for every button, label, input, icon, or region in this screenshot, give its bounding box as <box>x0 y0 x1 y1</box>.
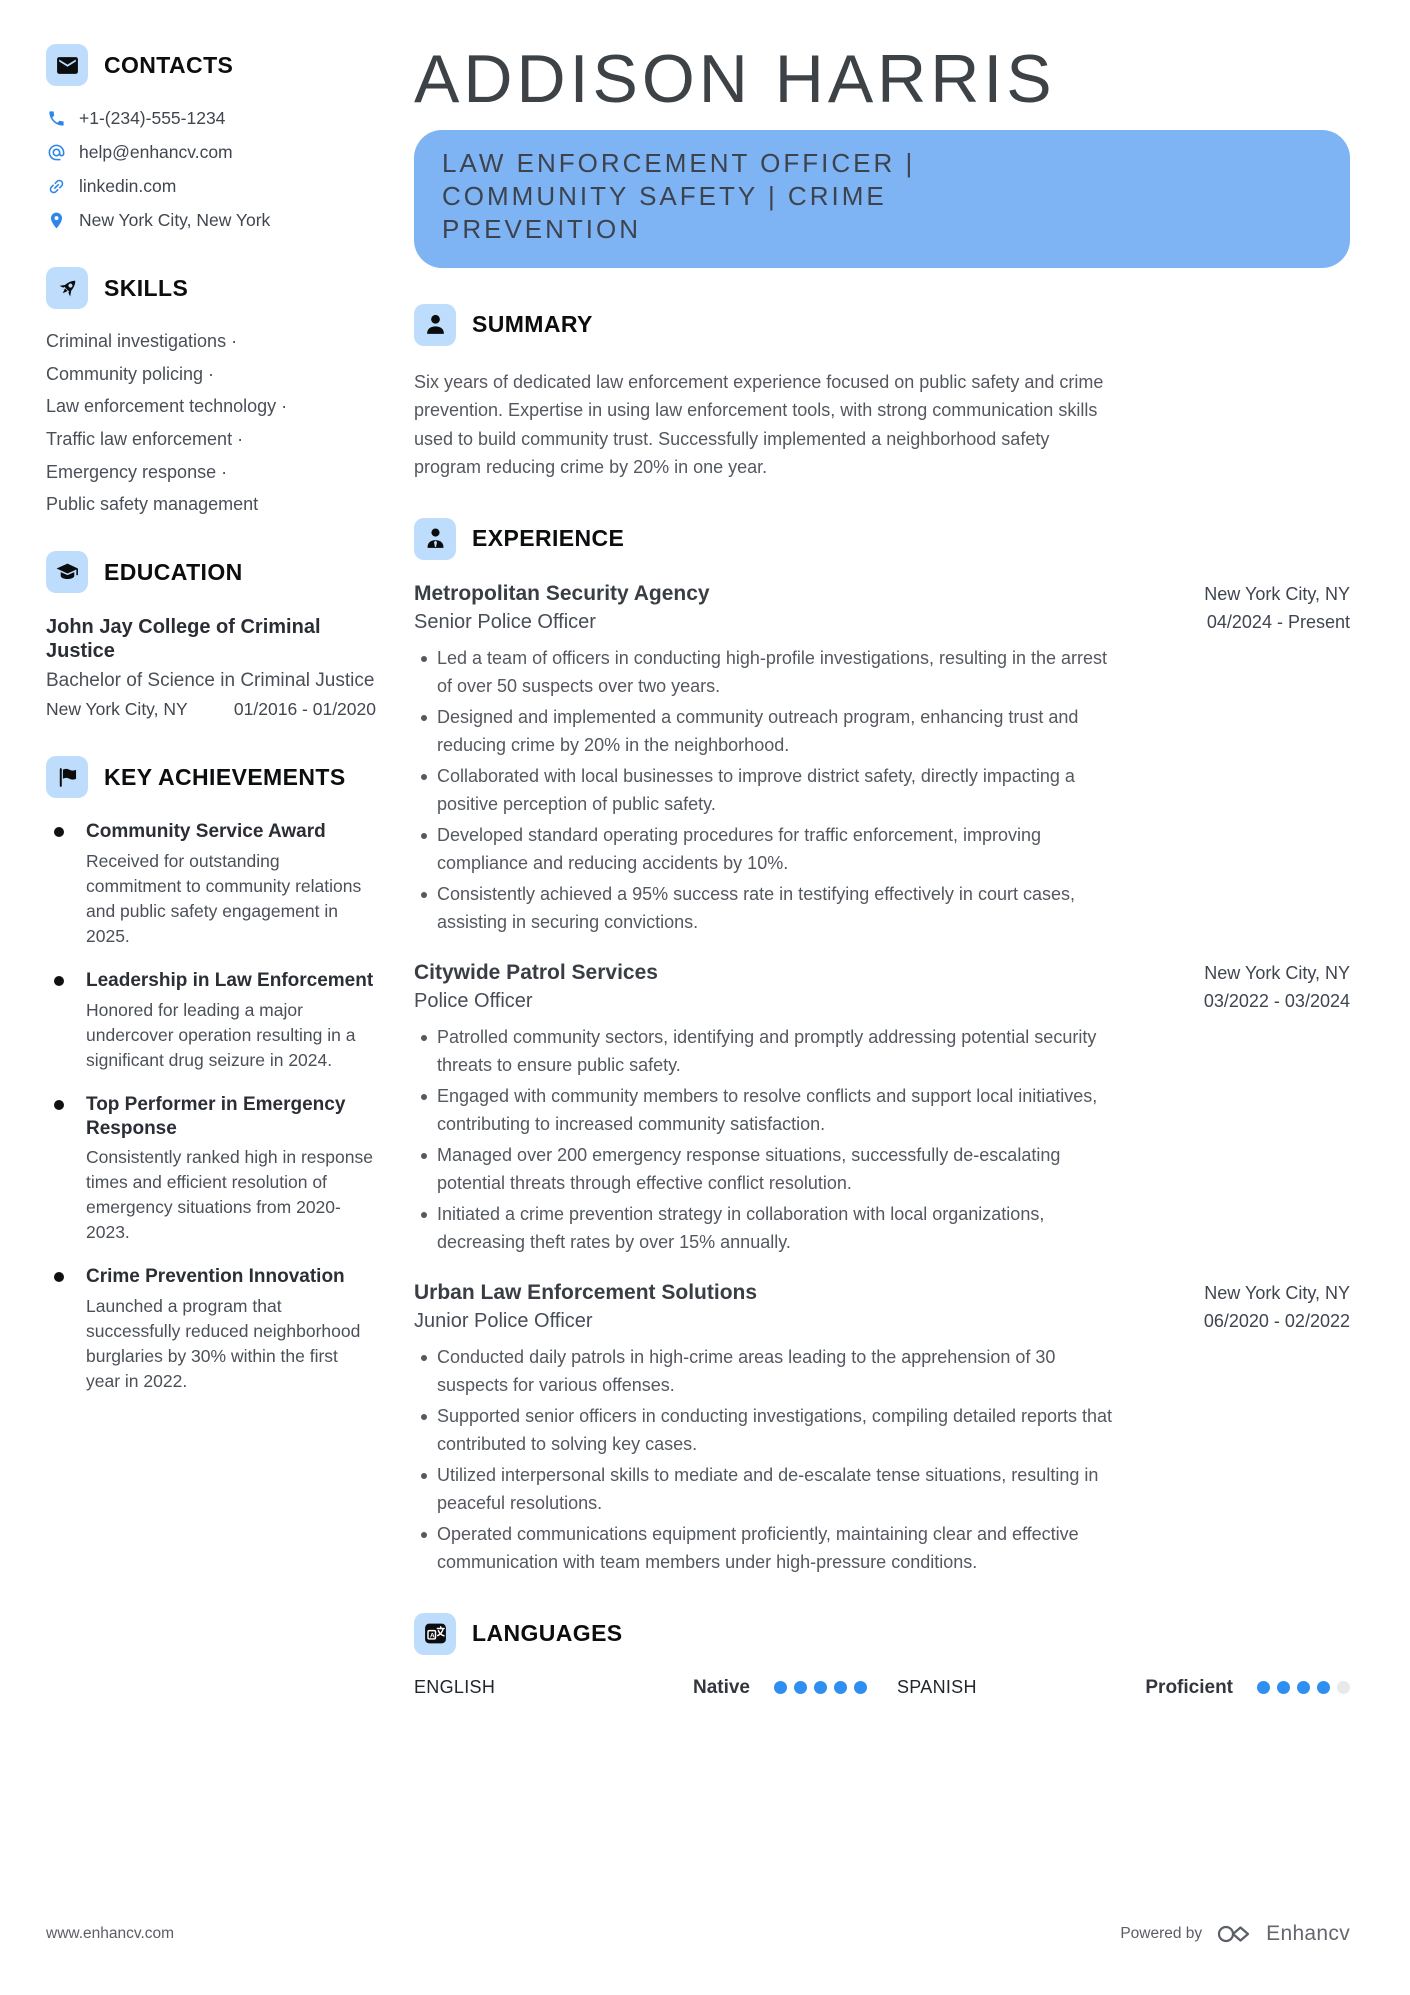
proficiency-dot-filled <box>1277 1681 1290 1694</box>
skills-header <box>46 267 376 309</box>
job-bullet: Designed and implemented a community outreach program, enhancing trust and reducing crime by 20% in the neighborhood. <box>414 703 1120 760</box>
language-level: Native <box>692 1676 750 1698</box>
language-name: ENGLISH <box>414 1677 496 1698</box>
job-bullets <box>414 1023 1120 1257</box>
achievement-item <box>46 1265 376 1394</box>
job-dates: 04/2024 - Present <box>1206 611 1350 632</box>
language-item <box>897 1677 1350 1699</box>
location-icon <box>46 211 66 231</box>
enhancv-logo-icon <box>1214 1921 1254 1947</box>
contact-location <box>46 210 376 231</box>
contact-phone[interactable] <box>46 108 376 129</box>
education-school: John Jay College of Criminal Justice <box>46 616 321 663</box>
education-section <box>46 551 376 720</box>
proficiency-dot-filled <box>794 1681 807 1694</box>
enhancv-brand-text: Enhancv <box>1266 1922 1350 1945</box>
skill-item: Emergency response · <box>46 461 228 482</box>
job-bullet: Developed standard operating procedures for traffic enforcement, improving compliance and reducing accidents by 10%. <box>414 821 1120 878</box>
achievement-description: Honored for leading a major undercover operation resulting in a significant drug seizure in 2024. <box>86 999 356 1070</box>
achievement-item <box>46 1093 376 1246</box>
job-bullet: Conducted daily patrols in high-crime areas leading to the apprehension of 30 suspects for various offenses. <box>414 1343 1120 1400</box>
experience-header <box>414 518 1350 560</box>
job-bullets <box>414 644 1120 937</box>
page-footer <box>46 1921 1350 1947</box>
achievements-heading: KEY ACHIEVEMENTS <box>104 763 346 790</box>
summary-header <box>414 304 1350 346</box>
rocket-icon <box>46 267 88 309</box>
contact-linkedin[interactable] <box>46 176 376 197</box>
link-icon <box>46 177 66 197</box>
job-role: Junior Police Officer <box>414 1309 593 1332</box>
achievement-title: Leadership in Law Enforcement <box>86 970 374 992</box>
education-degree: Bachelor of Science in Criminal Justice <box>46 670 375 692</box>
contacts-section <box>46 44 376 231</box>
achievement-title: Community Service Award <box>86 821 326 843</box>
phone-number: +1-(234)-555-1234 <box>79 108 226 128</box>
job-role: Police Officer <box>414 989 533 1012</box>
job-dates: 03/2022 - 03/2024 <box>1203 990 1350 1011</box>
contacts-header <box>46 44 376 86</box>
education-dates: 01/2016 - 01/2020 <box>233 699 376 720</box>
job-role: Senior Police Officer <box>414 610 596 633</box>
person-tie-icon <box>414 518 456 560</box>
proficiency-dot-filled <box>1297 1681 1310 1694</box>
job-dates: 06/2020 - 02/2022 <box>1203 1310 1350 1331</box>
job-bullet: Managed over 200 emergency response situations, successfully de-escalating potential threats through effective conflict resolution. <box>414 1141 1120 1198</box>
sidebar <box>46 44 376 1735</box>
job-location: New York City, NY <box>1204 962 1350 983</box>
experience-entry <box>414 582 1350 937</box>
powered-by-label: Powered by <box>1120 1925 1203 1942</box>
achievement-item <box>46 820 376 949</box>
achievement-description: Received for outstanding commitment to community relations and public safety engagement in 2025. <box>86 851 362 947</box>
skill-item: Traffic law enforcement · <box>46 429 244 450</box>
proficiency-dot-filled <box>1257 1681 1270 1694</box>
person-icon <box>414 304 456 346</box>
summary-section <box>414 304 1350 482</box>
language-proficiency-dots <box>1257 1681 1350 1694</box>
job-bullet: Operated communications equipment proficiently, maintaining clear and effective communication with team members under high-pressure conditions. <box>414 1520 1120 1577</box>
job-title-text: LAW ENFORCEMENT OFFICER | COMMUNITY SAFETY | CRIME PREVENTION <box>442 147 916 244</box>
skills-section <box>46 267 376 515</box>
skills-list <box>46 331 376 515</box>
skill-item: Law enforcement technology · <box>46 396 288 417</box>
proficiency-dot-filled <box>834 1681 847 1694</box>
achievement-item <box>46 969 376 1073</box>
skill-item: Community policing · <box>46 363 215 384</box>
svg-text:A: A <box>429 1632 435 1640</box>
summary-heading: SUMMARY <box>472 311 593 338</box>
job-bullet: Utilized interpersonal skills to mediate and de-escalate tense situations, resulting in peaceful resolutions. <box>414 1461 1120 1518</box>
languages-heading: LANGUAGES <box>472 1620 623 1647</box>
footer-url[interactable]: www.enhancv.com <box>46 1925 175 1942</box>
job-company: Citywide Patrol Services <box>414 960 658 984</box>
job-bullet: Patrolled community sectors, identifying and promptly addressing potential security threats to ensure public safety. <box>414 1023 1120 1080</box>
education-location: New York City, NY <box>46 699 188 720</box>
proficiency-dot-filled <box>1317 1681 1330 1694</box>
job-bullet: Initiated a crime prevention strategy in collaboration with local organizations, decreasing theft rates by over 15% annually. <box>414 1200 1120 1257</box>
language-proficiency-dots <box>774 1681 867 1694</box>
phone-icon <box>46 109 66 129</box>
email-address: help@enhancv.com <box>79 142 233 162</box>
candidate-name: ADDISON HARRIS <box>414 41 1056 117</box>
languages-section <box>414 1613 1350 1699</box>
translate-icon <box>414 1613 456 1655</box>
proficiency-dot-empty <box>1337 1681 1350 1694</box>
job-location: New York City, NY <box>1204 583 1350 604</box>
job-company: Urban Law Enforcement Solutions <box>414 1280 758 1304</box>
experience-entry <box>414 1281 1350 1577</box>
achievement-title: Crime Prevention Innovation <box>86 1266 345 1288</box>
language-name: SPANISH <box>897 1677 977 1698</box>
proficiency-dot-filled <box>854 1681 867 1694</box>
skill-item: Public safety management <box>46 494 259 515</box>
summary-text: Six years of dedicated law enforcement experience focused on public safety and crime prevention. Expertise in using law enforcement tools, with strong communication skills used to build community trust. Successfully implemented a neighborhood safety program reducing crime by 20% in one year. <box>414 371 1104 478</box>
envelope-icon <box>46 44 88 86</box>
linkedin-url: linkedin.com <box>79 176 177 196</box>
job-bullet: Consistently achieved a 95% success rate in testifying effectively in court cases, assisting in securing convictions. <box>414 880 1120 937</box>
achievement-description: Consistently ranked high in response times and efficient resolution of emergency situations from 2020-2023. <box>86 1147 373 1243</box>
achievement-title: Top Performer in Emergency Response <box>86 1093 346 1139</box>
languages-list <box>414 1677 1350 1699</box>
achievements-section <box>46 756 376 1394</box>
flag-icon <box>46 756 88 798</box>
achievement-description: Launched a program that successfully reduced neighborhood burglaries by 30% within the first year in 2022. <box>86 1296 361 1392</box>
experience-entry <box>414 961 1350 1257</box>
job-bullet: Led a team of officers in conducting high-profile investigations, resulting in the arrest of over 50 suspects over two years. <box>414 644 1120 701</box>
job-bullet: Engaged with community members to resolve conflicts and support local initiatives, contributing to increased community satisfaction. <box>414 1082 1120 1139</box>
job-bullets <box>414 1343 1120 1577</box>
language-item <box>414 1677 867 1699</box>
education-heading: EDUCATION <box>104 558 243 585</box>
skill-item: Criminal investigations · <box>46 331 238 351</box>
main-column <box>414 41 1350 1735</box>
proficiency-dot-filled <box>774 1681 787 1694</box>
education-header <box>46 551 376 593</box>
achievements-header <box>46 756 376 798</box>
skills-heading: SKILLS <box>104 274 189 301</box>
experience-heading: EXPERIENCE <box>472 525 625 552</box>
at-icon <box>46 143 66 163</box>
location-text: New York City, New York <box>79 210 271 230</box>
job-title-banner <box>414 130 1350 268</box>
language-level: Proficient <box>1145 1676 1233 1698</box>
job-company: Metropolitan Security Agency <box>414 581 710 605</box>
job-bullet: Collaborated with local businesses to improve district safety, directly impacting a positive perception of public safety. <box>414 762 1120 819</box>
job-bullet: Supported senior officers in conducting investigations, compiling detailed reports that contributed to solving key cases. <box>414 1402 1120 1459</box>
graduation-cap-icon <box>46 551 88 593</box>
contacts-heading: CONTACTS <box>104 51 234 78</box>
languages-header <box>414 1613 1350 1655</box>
job-location: New York City, NY <box>1204 1282 1350 1303</box>
experience-section <box>414 518 1350 1577</box>
proficiency-dot-filled <box>814 1681 827 1694</box>
contact-email[interactable] <box>46 142 376 163</box>
